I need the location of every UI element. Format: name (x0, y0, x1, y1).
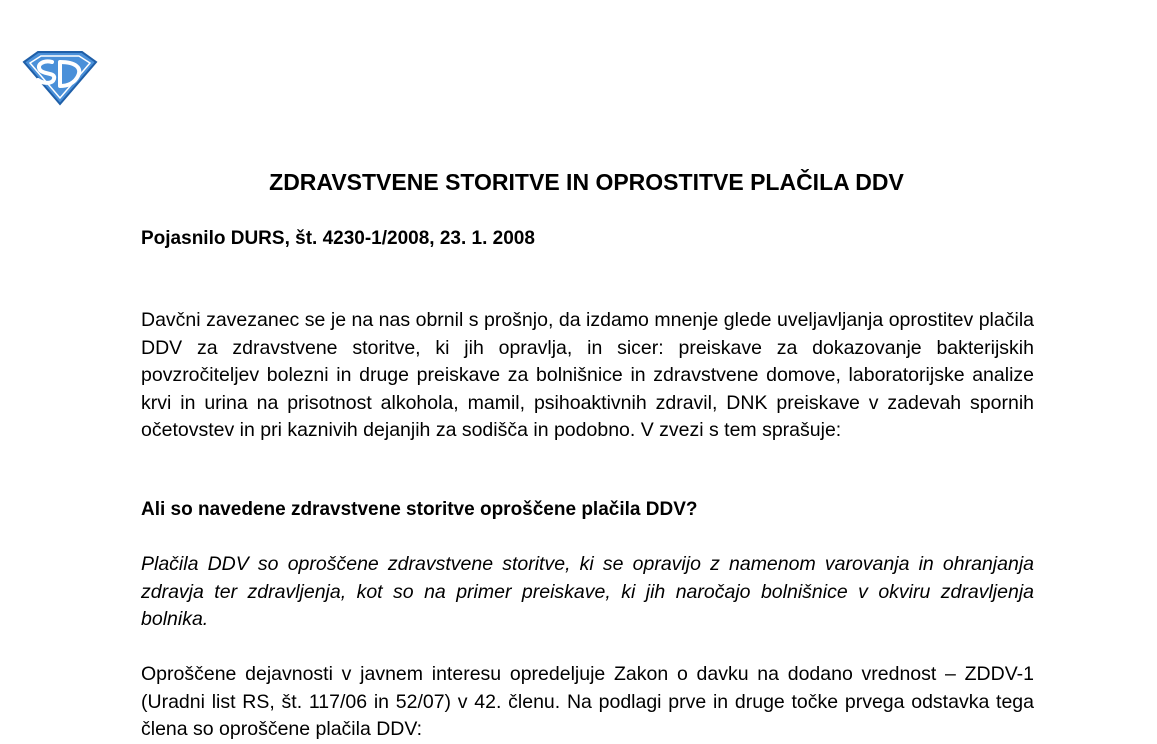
company-logo (22, 48, 98, 106)
document-subtitle: Pojasnilo DURS, št. 4230-1/2008, 23. 1. 2008 (141, 228, 535, 249)
document-title: ZDRAVSTVENE STORITVE IN OPROSTITVE PLAČILA DDV (269, 169, 904, 195)
law-paragraph: Oproščene dejavnosti v javnem interesu opredeljuje Zakon o davku na dodano vrednost – ZDDV-1 (Uradni list RS, št. 117/06 in 52/07) v 42. členu. Na podlagi prve in druge točke prvega odstavka tega člena so oproščene plačila DDV: (141, 663, 1034, 740)
shield-logo-icon (22, 48, 98, 106)
answer-paragraph: Plačila DDV so oproščene zdravstvene storitve, ki se opravijo z namenom varovanja in ohranjanja zdravja ter zdravljenja, kot so na primer preiskave, ki jih naročajo bolnišnice v okviru zdravljenja bolnika. (141, 553, 1034, 630)
question-heading: Ali so navedene zdravstvene storitve oproščene plačila DDV? (141, 499, 698, 520)
intro-paragraph: Davčni zavezanec se je na nas obrnil s prošnjo, da izdamo mnenje glede uveljavljanja oprostitev plačila DDV za zdravstvene storitve, ki jih opravlja, in sicer: preiskave za dokazovanje bakterijskih povzročiteljev bolezni in druge preiskave za bolnišnice in zdravstvene domove, laboratorijske analize krvi in urina na prisotnost alkohola, mamil, psihoaktivnih zdravil, DNK preiskave v zadevah spornih očetovstev in pri kaznivih dejanjih za sodišča in podobno. V zvezi s tem sprašuje: (141, 309, 1034, 441)
